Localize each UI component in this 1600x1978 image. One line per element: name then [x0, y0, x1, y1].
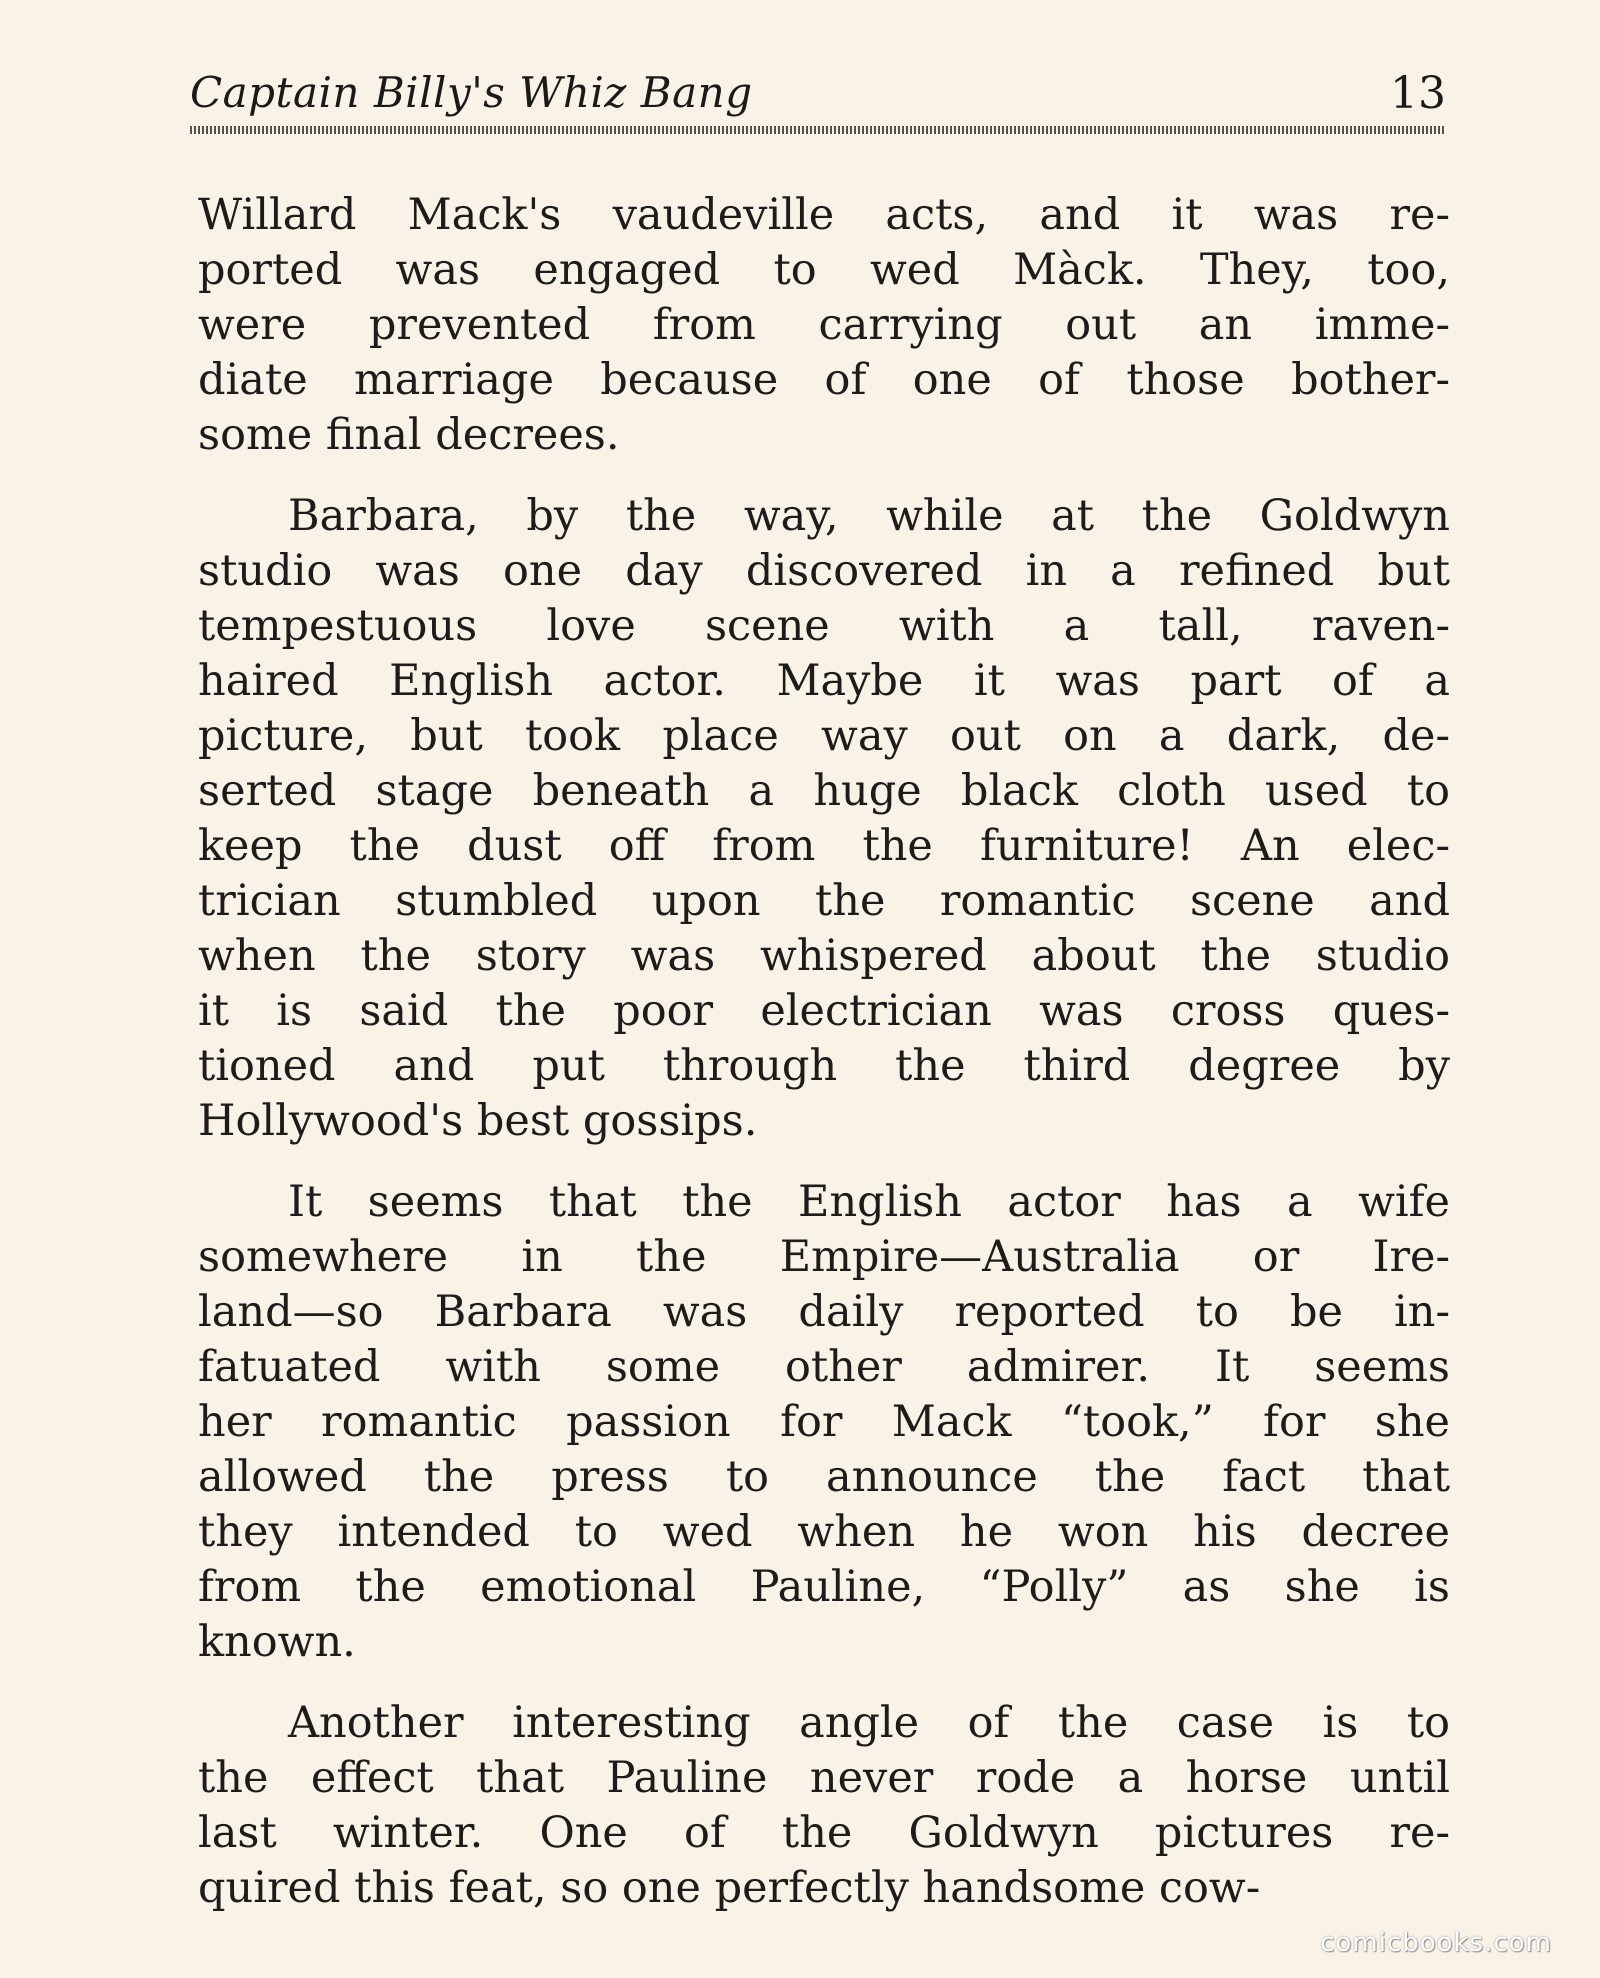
- text-line: Another interesting angle of the case is to: [288, 1698, 1450, 1748]
- text-line: tempestuous love scene with a tall, raven-: [198, 601, 1450, 651]
- text-line: tioned and put through the third degree by: [198, 1041, 1450, 1091]
- paragraph-gap: [198, 1670, 1450, 1696]
- article-body: [198, 188, 1450, 1916]
- text-line: It seems that the English actor has a wife: [288, 1177, 1450, 1227]
- text-line: allowed the press to announce the fact that: [198, 1452, 1450, 1502]
- text-line: were prevented from carrying out an imme-: [198, 300, 1450, 350]
- text-line: picture, but took place way out on a dark, de-: [198, 711, 1450, 761]
- publication-title: Captain Billy's Whiz Bang: [190, 68, 753, 117]
- text-line: it is said the poor electrician was cross ques-: [198, 986, 1450, 1036]
- page-number: 13: [1390, 68, 1446, 119]
- paragraph-gap: [198, 1149, 1450, 1175]
- text-line: diate marriage because of one of those bother-: [198, 355, 1450, 405]
- text-line: fatuated with some other admirer. It seems: [198, 1342, 1450, 1392]
- text-line: keep the dust off from the furniture! An elec-: [198, 821, 1450, 871]
- text-line: land—so Barbara was daily reported to be in-: [198, 1287, 1450, 1337]
- paragraph-gap: [198, 463, 1450, 489]
- paragraph: [198, 1175, 1450, 1670]
- text-line: known.: [198, 1617, 356, 1667]
- text-line: some final decrees.: [198, 410, 620, 460]
- text-line: Barbara, by the way, while at the Goldwyn: [288, 491, 1450, 541]
- text-line: the effect that Pauline never rode a horse until: [198, 1753, 1450, 1803]
- site-watermark: comicbooks.com: [1320, 1928, 1552, 1958]
- text-line: serted stage beneath a huge black cloth used to: [198, 766, 1450, 816]
- text-line: studio was one day discovered in a refined but: [198, 546, 1450, 596]
- text-line: ported was engaged to wed Màck. They, too,: [198, 245, 1450, 295]
- text-line: they intended to wed when he won his decree: [198, 1507, 1450, 1557]
- running-header: [190, 68, 1446, 130]
- text-line: from the emotional Pauline, “Polly” as she is: [198, 1562, 1450, 1612]
- paragraph: [198, 1696, 1450, 1916]
- text-line: somewhere in the Empire—Australia or Ire-: [198, 1232, 1450, 1282]
- text-line: haired English actor. Maybe it was part of a: [198, 656, 1450, 706]
- text-line: her romantic passion for Mack “took,” for she: [198, 1397, 1450, 1447]
- text-line: Willard Mack's vaudeville acts, and it was re-: [198, 190, 1450, 240]
- paragraph: [198, 188, 1450, 463]
- text-line: last winter. One of the Goldwyn pictures re-: [198, 1808, 1450, 1858]
- header-rule: [190, 126, 1446, 134]
- text-line: Hollywood's best gossips.: [198, 1096, 758, 1146]
- text-line: quired this feat, so one perfectly handsome cow-: [198, 1863, 1261, 1913]
- text-line: trician stumbled upon the romantic scene and: [198, 876, 1450, 926]
- text-line: when the story was whispered about the studio: [198, 931, 1450, 981]
- paragraph: [198, 489, 1450, 1149]
